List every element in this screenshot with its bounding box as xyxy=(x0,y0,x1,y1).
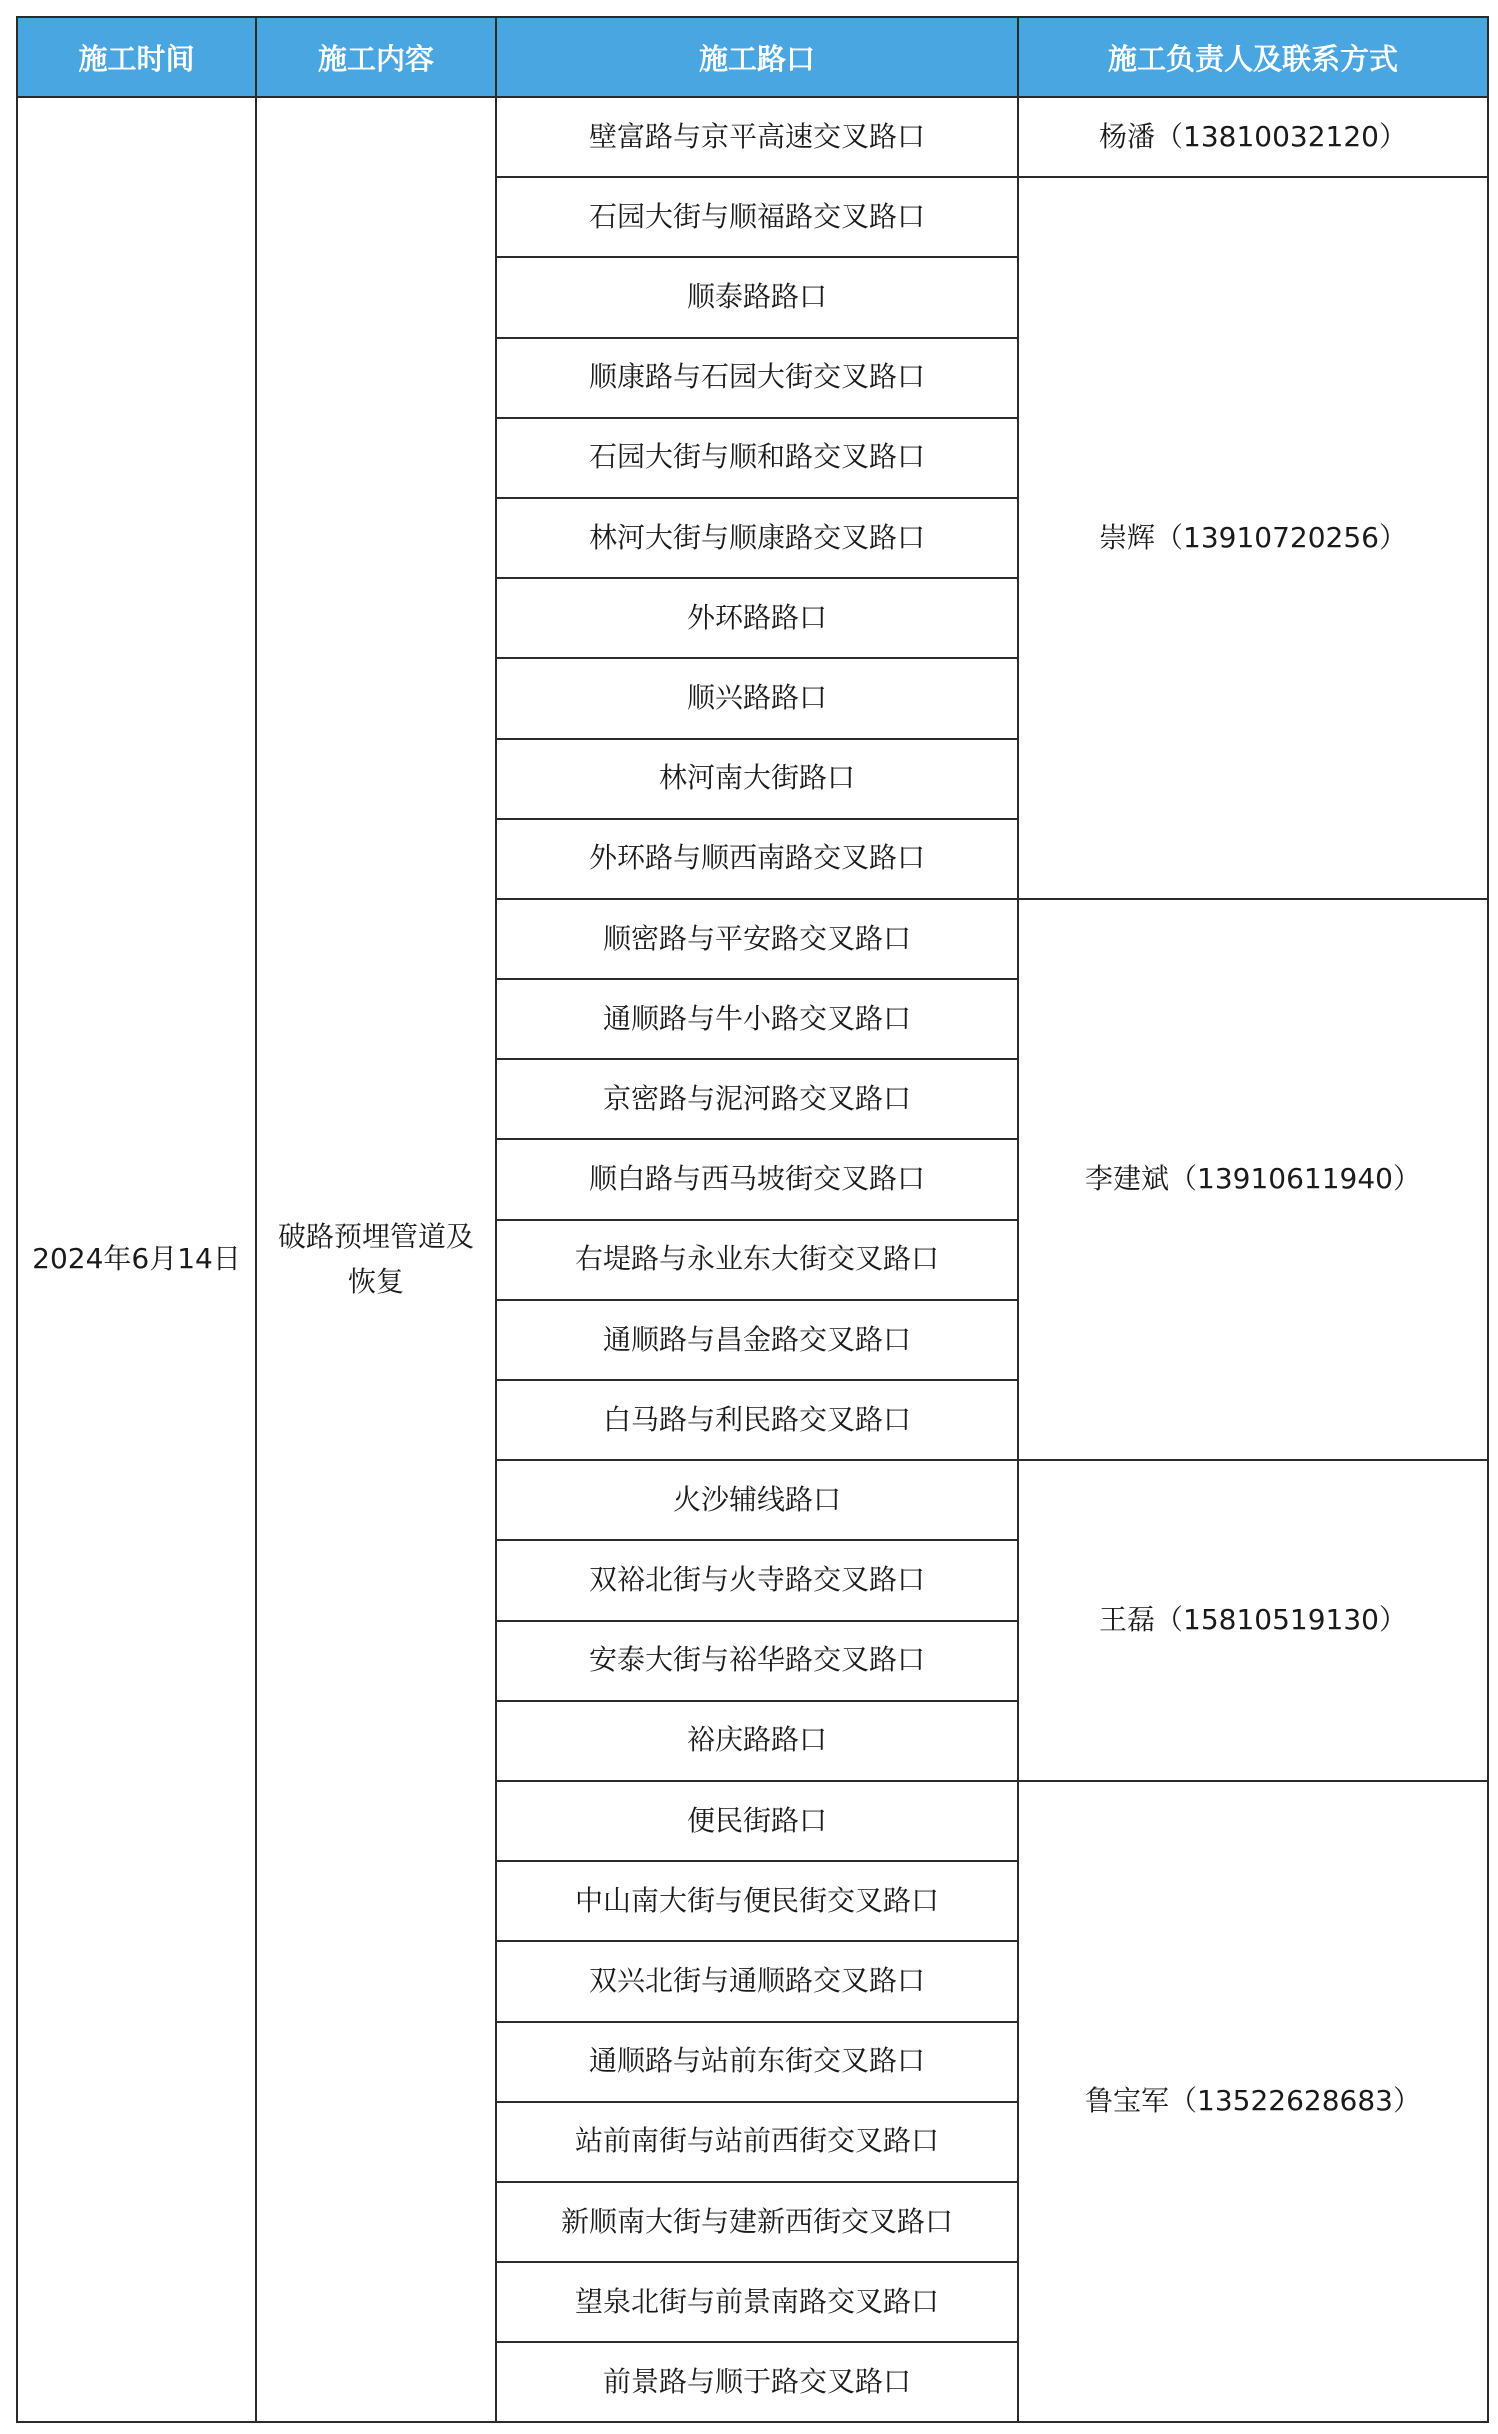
intersection-cell: 顺泰路路口 xyxy=(496,257,1018,337)
intersection-cell: 右堤路与永业东大街交叉路口 xyxy=(496,1220,1018,1300)
intersection-cell: 双兴北街与通顺路交叉路口 xyxy=(496,1941,1018,2021)
intersection-cell: 安泰大街与裕华路交叉路口 xyxy=(496,1621,1018,1701)
header-intersection: 施工路口 xyxy=(496,17,1018,97)
intersection-cell: 新顺南大街与建新西街交叉路口 xyxy=(496,2182,1018,2262)
intersection-cell: 站前南街与站前西街交叉路口 xyxy=(496,2102,1018,2182)
intersection-cell: 通顺路与站前东街交叉路口 xyxy=(496,2022,1018,2102)
table-body xyxy=(17,97,1488,2422)
header-row xyxy=(17,17,1488,97)
intersection-cell: 双裕北街与火寺路交叉路口 xyxy=(496,1540,1018,1620)
construction-date: 2024年6月14日 xyxy=(17,97,256,2422)
intersection-cell: 中山南大街与便民街交叉路口 xyxy=(496,1861,1018,1941)
intersection-cell: 外环路与顺西南路交叉路口 xyxy=(496,819,1018,899)
intersection-cell: 顺康路与石园大街交叉路口 xyxy=(496,338,1018,418)
intersection-cell: 前景路与顺于路交叉路口 xyxy=(496,2342,1018,2422)
contact-cell: 崇辉（13910720256） xyxy=(1018,177,1488,899)
intersection-cell: 林河南大街路口 xyxy=(496,739,1018,819)
table-row xyxy=(17,97,1488,177)
intersection-cell: 石园大街与顺福路交叉路口 xyxy=(496,177,1018,257)
construction-content: 破路预埋管道及恢复 xyxy=(256,97,496,2422)
intersection-cell: 外环路路口 xyxy=(496,578,1018,658)
intersection-cell: 便民街路口 xyxy=(496,1781,1018,1861)
intersection-cell: 石园大街与顺和路交叉路口 xyxy=(496,418,1018,498)
contact-cell: 鲁宝军（13522628683） xyxy=(1018,1781,1488,2423)
intersection-cell: 裕庆路路口 xyxy=(496,1701,1018,1781)
intersection-cell: 顺兴路路口 xyxy=(496,658,1018,738)
intersection-cell: 白马路与利民路交叉路口 xyxy=(496,1380,1018,1460)
intersection-cell: 火沙辅线路口 xyxy=(496,1460,1018,1540)
intersection-cell: 顺白路与西马坡街交叉路口 xyxy=(496,1139,1018,1219)
intersection-cell: 通顺路与昌金路交叉路口 xyxy=(496,1300,1018,1380)
header-content: 施工内容 xyxy=(256,17,496,97)
header-time: 施工时间 xyxy=(17,17,256,97)
header-contact: 施工负责人及联系方式 xyxy=(1018,17,1488,97)
contact-cell: 杨潘（13810032120） xyxy=(1018,97,1488,177)
construction-schedule-table xyxy=(16,16,1489,2423)
intersection-cell: 林河大街与顺康路交叉路口 xyxy=(496,498,1018,578)
intersection-cell: 顺密路与平安路交叉路口 xyxy=(496,899,1018,979)
contact-cell: 王磊（15810519130） xyxy=(1018,1460,1488,1781)
intersection-cell: 望泉北街与前景南路交叉路口 xyxy=(496,2262,1018,2342)
intersection-cell: 通顺路与牛小路交叉路口 xyxy=(496,979,1018,1059)
intersection-cell: 京密路与泥河路交叉路口 xyxy=(496,1059,1018,1139)
intersection-cell: 壁富路与京平高速交叉路口 xyxy=(496,97,1018,177)
contact-cell: 李建斌（13910611940） xyxy=(1018,899,1488,1460)
